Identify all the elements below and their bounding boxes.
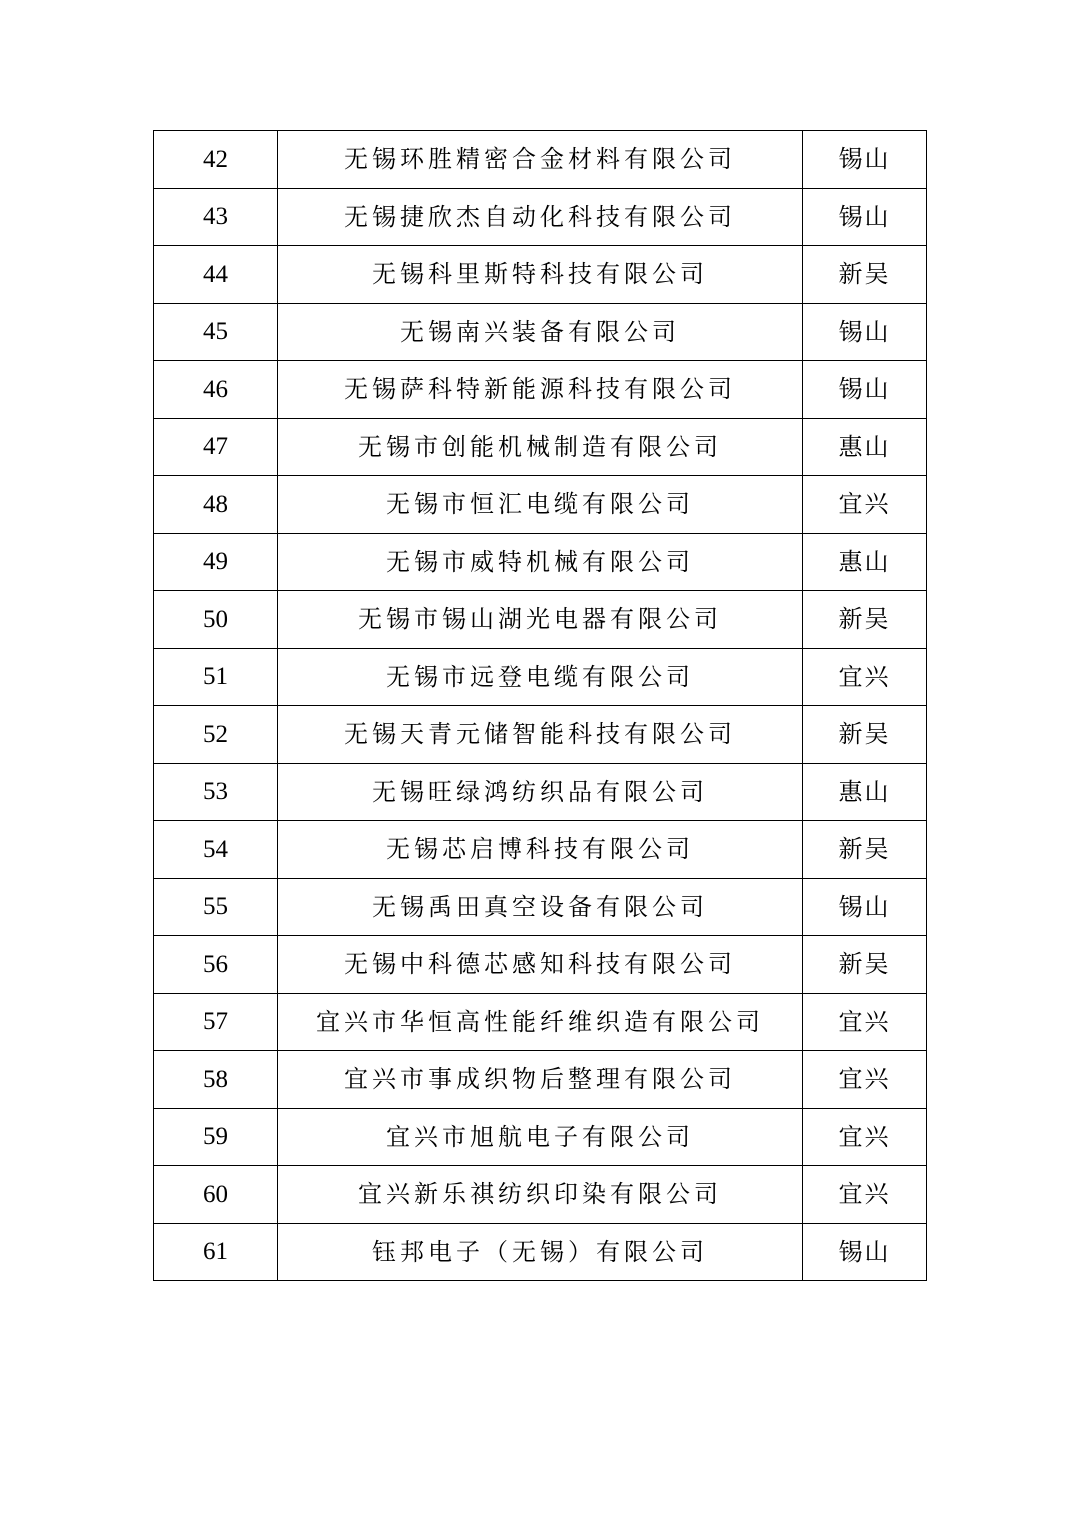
row-number: 43	[154, 188, 278, 246]
district: 惠山	[803, 763, 927, 821]
table-row	[154, 476, 927, 534]
row-number: 57	[154, 993, 278, 1051]
table-row	[154, 706, 927, 764]
company-name: 无锡萨科特新能源科技有限公司	[278, 361, 803, 419]
company-name: 无锡市锡山湖光电器有限公司	[278, 591, 803, 649]
table-row	[154, 188, 927, 246]
row-number: 58	[154, 1051, 278, 1109]
table-row	[154, 763, 927, 821]
company-name: 无锡市恒汇电缆有限公司	[278, 476, 803, 534]
district: 锡山	[803, 188, 927, 246]
table-row	[154, 821, 927, 879]
district: 宜兴	[803, 648, 927, 706]
table-row	[154, 1166, 927, 1224]
company-name: 无锡中科德芯感知科技有限公司	[278, 936, 803, 994]
table-row	[154, 591, 927, 649]
district: 惠山	[803, 418, 927, 476]
company-name: 钰邦电子（无锡）有限公司	[278, 1223, 803, 1281]
row-number: 51	[154, 648, 278, 706]
company-name: 无锡科里斯特科技有限公司	[278, 246, 803, 304]
district: 惠山	[803, 533, 927, 591]
row-number: 48	[154, 476, 278, 534]
district: 新吴	[803, 821, 927, 879]
row-number: 47	[154, 418, 278, 476]
company-name: 宜兴市华恒高性能纤维织造有限公司	[278, 993, 803, 1051]
row-number: 56	[154, 936, 278, 994]
table-row	[154, 1108, 927, 1166]
company-name: 无锡市远登电缆有限公司	[278, 648, 803, 706]
company-name: 宜兴新乐祺纺织印染有限公司	[278, 1166, 803, 1224]
district: 宜兴	[803, 1108, 927, 1166]
company-name: 无锡芯启博科技有限公司	[278, 821, 803, 879]
table-body	[154, 131, 927, 1281]
table-row	[154, 936, 927, 994]
table-row	[154, 361, 927, 419]
row-number: 50	[154, 591, 278, 649]
company-list-table	[153, 130, 927, 1281]
company-name: 无锡市威特机械有限公司	[278, 533, 803, 591]
table-row	[154, 131, 927, 189]
table-row	[154, 993, 927, 1051]
table-row	[154, 1223, 927, 1281]
company-name: 无锡市创能机械制造有限公司	[278, 418, 803, 476]
row-number: 52	[154, 706, 278, 764]
table-row	[154, 878, 927, 936]
district: 新吴	[803, 936, 927, 994]
company-name: 无锡禹田真空设备有限公司	[278, 878, 803, 936]
district: 锡山	[803, 131, 927, 189]
district: 锡山	[803, 361, 927, 419]
district: 锡山	[803, 303, 927, 361]
row-number: 54	[154, 821, 278, 879]
district: 宜兴	[803, 993, 927, 1051]
company-name: 宜兴市事成织物后整理有限公司	[278, 1051, 803, 1109]
table-row	[154, 303, 927, 361]
row-number: 44	[154, 246, 278, 304]
company-name: 宜兴市旭航电子有限公司	[278, 1108, 803, 1166]
row-number: 60	[154, 1166, 278, 1224]
district: 锡山	[803, 878, 927, 936]
table-row	[154, 533, 927, 591]
company-name: 无锡环胜精密合金材料有限公司	[278, 131, 803, 189]
row-number: 42	[154, 131, 278, 189]
table-row	[154, 246, 927, 304]
row-number: 49	[154, 533, 278, 591]
district: 锡山	[803, 1223, 927, 1281]
district: 宜兴	[803, 1166, 927, 1224]
row-number: 53	[154, 763, 278, 821]
district: 新吴	[803, 591, 927, 649]
district: 宜兴	[803, 1051, 927, 1109]
company-name: 无锡旺绿鸿纺织品有限公司	[278, 763, 803, 821]
table-row	[154, 418, 927, 476]
district: 新吴	[803, 706, 927, 764]
row-number: 55	[154, 878, 278, 936]
row-number: 61	[154, 1223, 278, 1281]
row-number: 46	[154, 361, 278, 419]
district: 宜兴	[803, 476, 927, 534]
company-name: 无锡天青元储智能科技有限公司	[278, 706, 803, 764]
company-name: 无锡捷欣杰自动化科技有限公司	[278, 188, 803, 246]
row-number: 59	[154, 1108, 278, 1166]
district: 新吴	[803, 246, 927, 304]
row-number: 45	[154, 303, 278, 361]
table-row	[154, 648, 927, 706]
company-name: 无锡南兴装备有限公司	[278, 303, 803, 361]
table-row	[154, 1051, 927, 1109]
